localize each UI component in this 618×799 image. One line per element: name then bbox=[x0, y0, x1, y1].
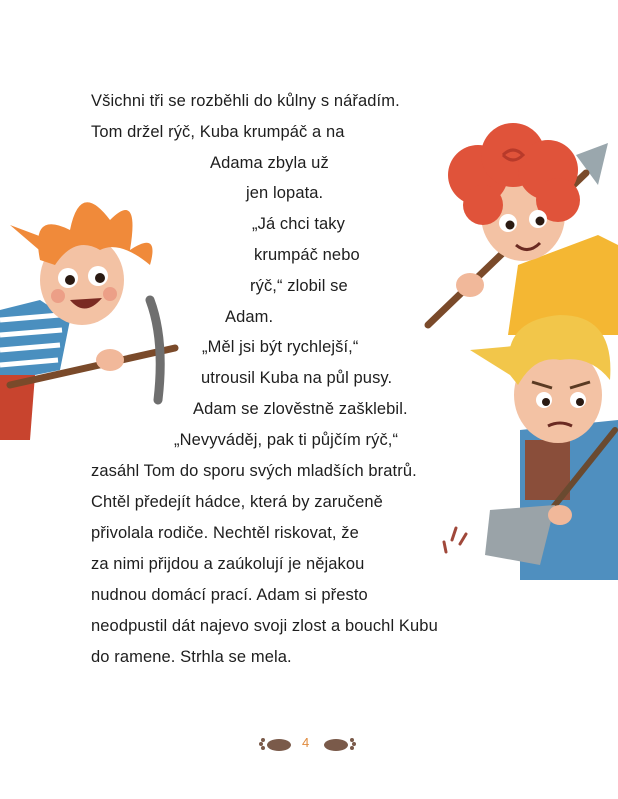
story-line: do ramene. Strhla se mela. bbox=[91, 648, 292, 666]
footprint-right-icon bbox=[322, 737, 358, 751]
story-line: Všichni tři se rozběhli do kůlny s nářadím. bbox=[91, 92, 400, 110]
story-line: utrousil Kuba na půl pusy. bbox=[201, 369, 393, 387]
page-footer bbox=[0, 733, 618, 757]
story-line: Adama zbyla už bbox=[210, 154, 329, 172]
story-line: Adam se zlověstně zašklebil. bbox=[193, 400, 408, 418]
story-line: zasáhl Tom do sporu svých mladších bratrů. bbox=[91, 462, 417, 480]
footprint-left-icon bbox=[257, 737, 293, 751]
story-line: Chtěl předejít hádce, která by zaručeně bbox=[91, 493, 383, 511]
story-line: přivolala rodiče. Nechtěl riskovat, že bbox=[91, 524, 359, 542]
story-line: „Já chci taky bbox=[252, 215, 345, 233]
boy-with-pickaxe-illustration bbox=[0, 170, 200, 440]
story-line: za nimi přijdou a zaúkolují je nějakou bbox=[91, 555, 365, 573]
story-line: rýč,“ zlobil se bbox=[250, 277, 348, 295]
story-line: krumpáč nebo bbox=[254, 246, 360, 264]
page-number: 4 bbox=[302, 735, 310, 750]
story-line: „Měl jsi být rychlejší,“ bbox=[202, 338, 359, 356]
story-line: Tom držel rýč, Kuba krumpáč a na bbox=[91, 123, 345, 141]
story-line: neodpustil dát najevo svoji zlost a bouchl Kubu bbox=[91, 617, 438, 635]
story-line: Adam. bbox=[225, 308, 274, 326]
story-line: jen lopata. bbox=[246, 184, 324, 202]
boy-with-shovel-illustration bbox=[440, 300, 618, 580]
story-line: nudnou domácí prací. Adam si přesto bbox=[91, 586, 368, 604]
story-line: „Nevyváděj, pak ti půjčím rýč,“ bbox=[174, 431, 399, 449]
